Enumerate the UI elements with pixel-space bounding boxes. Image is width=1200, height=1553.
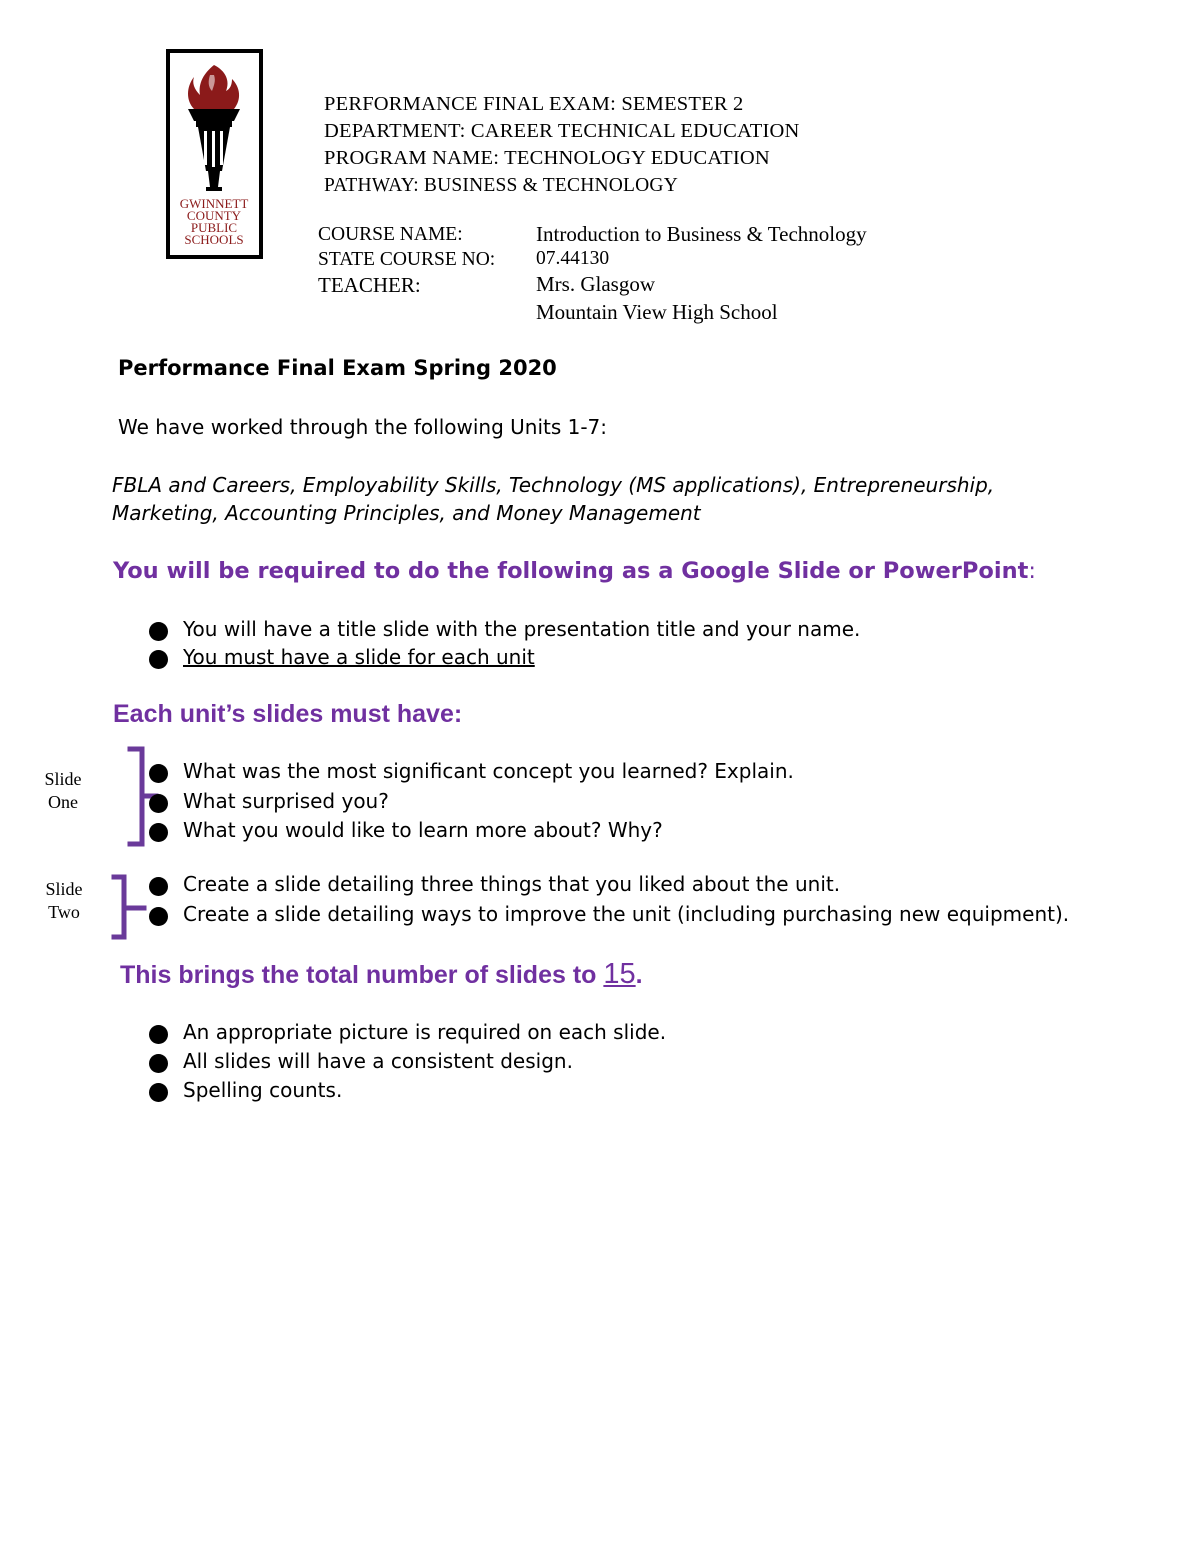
- total-slides-heading: This brings the total number of slides to 15.: [120, 958, 643, 990]
- total-slides-number: 15: [603, 958, 636, 990]
- exam-title: Performance Final Exam Spring 2020: [118, 356, 557, 380]
- slide-two-item: Create a slide detailing three things that you liked about the unit.: [183, 872, 841, 896]
- header-department: DEPARTMENT: CAREER TECHNICAL EDUCATION: [324, 120, 800, 142]
- flame-icon: [188, 65, 239, 109]
- header-pathway: PATHWAY: BUSINESS & TECHNOLOGY: [324, 175, 679, 196]
- bullet-icon: [149, 877, 168, 896]
- slide-two-item: Create a slide detailing ways to improve the unit (including purchasing new equipment).: [183, 902, 1070, 926]
- slide-one-item: What you would like to learn more about? Why?: [183, 818, 663, 842]
- requirement-heading: You will be required to do the following as a Google Slide or PowerPoint:: [113, 558, 1036, 584]
- course-name-label: COURSE NAME:: [318, 224, 463, 245]
- course-name-value: Introduction to Business & Technology: [536, 222, 867, 246]
- svg-text:PUBLIC: PUBLIC: [190, 220, 238, 235]
- slide-one-item: What surprised you?: [183, 789, 389, 813]
- slide-one-label: Slide One: [44, 769, 82, 812]
- slide-one-item: What was the most significant concept you learned? Explain.: [183, 759, 794, 783]
- each-unit-heading: Each unit’s slides must have:: [113, 700, 463, 728]
- school-logo: [166, 49, 263, 259]
- svg-text:SCHOOLS: SCHOOLS: [184, 232, 244, 247]
- requirement-item: You must have a slide for each unit: [183, 645, 535, 669]
- final-item: All slides will have a consistent design.: [183, 1049, 573, 1073]
- requirement-item: You will have a title slide with the presentation title and your name.: [183, 617, 861, 641]
- final-item: An appropriate picture is required on each slide.: [183, 1020, 667, 1044]
- state-course-value: 07.44130: [536, 248, 610, 269]
- bullet-icon: [149, 1054, 168, 1073]
- teacher-label: TEACHER:: [318, 273, 421, 297]
- bullet-icon: [149, 907, 168, 926]
- bullet-icon: [149, 764, 168, 783]
- final-item: Spelling counts.: [183, 1078, 343, 1102]
- state-course-label: STATE COURSE NO:: [318, 249, 496, 270]
- bullet-icon: [149, 650, 168, 669]
- svg-text:GWINNETT: GWINNETT: [179, 196, 249, 211]
- units-list: FBLA and Careers, Employability Skills, Technology (MS applications), Entrepreneurship, Marketing, Accounting Principles, and Money Management: [112, 473, 995, 525]
- bullet-icon: [149, 794, 168, 813]
- bullet-icon: [149, 823, 168, 842]
- bullet-icon: [149, 1083, 168, 1102]
- intro-text: We have worked through the following Units 1-7:: [118, 415, 608, 439]
- bullet-icon: [149, 1025, 168, 1044]
- svg-text:COUNTY: COUNTY: [186, 208, 242, 223]
- header-program: PROGRAM NAME: TECHNOLOGY EDUCATION: [324, 147, 770, 169]
- school-value: Mountain View High School: [536, 300, 778, 324]
- header-exam: PERFORMANCE FINAL EXAM: SEMESTER 2: [324, 93, 744, 115]
- slide-two-label: Slide Two: [45, 879, 83, 922]
- teacher-value: Mrs. Glasgow: [536, 272, 655, 296]
- slide-two-bracket: [110, 872, 150, 944]
- bullet-icon: [149, 622, 168, 641]
